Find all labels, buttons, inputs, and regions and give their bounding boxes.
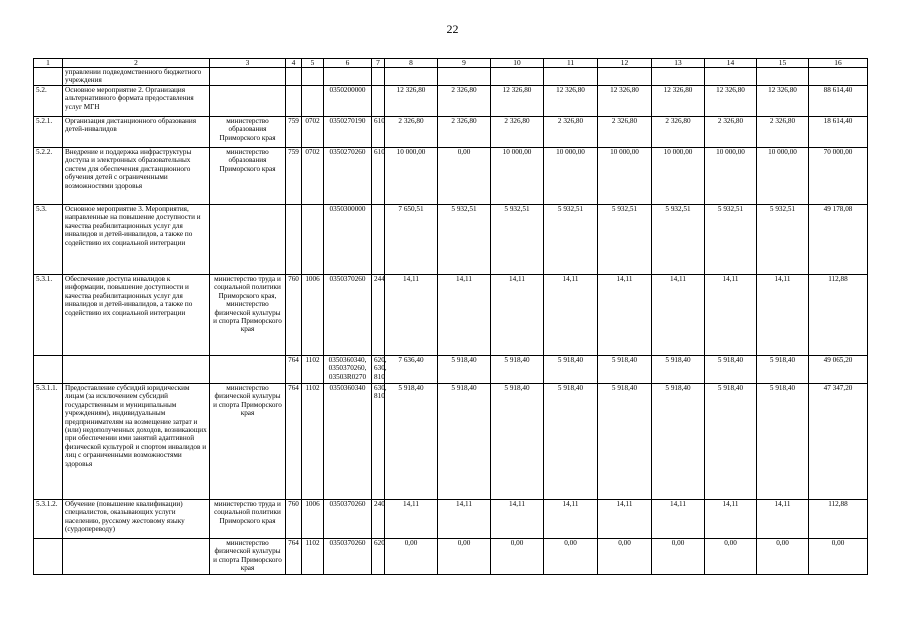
grbs-code: 760 [286, 500, 302, 539]
page-number: 22 [446, 22, 459, 36]
year-value: 10 000,00 [491, 148, 544, 205]
section-code: 0702 [302, 117, 324, 148]
year-value [438, 68, 491, 86]
year-value: 5 932,51 [491, 205, 544, 275]
total-value: 49 178,08 [809, 205, 868, 275]
responsible-executor: министерство труда и социальной политики Приморского края [210, 500, 286, 539]
year-value: 14,11 [598, 500, 652, 539]
year-value: 14,11 [705, 500, 757, 539]
year-value: 2 326,80 [652, 117, 705, 148]
column-header: 11 [544, 59, 598, 68]
row-name: Основное мероприятие 2. Организация альтернативного формата предоставления услуг МГН [63, 86, 210, 117]
year-value: 14,11 [385, 500, 438, 539]
expense-type-code: 244 [372, 275, 385, 356]
row-name: Организация дистанционного образования детей-инвалидов [63, 117, 210, 148]
target-article-code: 0350360340 [324, 384, 372, 500]
column-header: 13 [652, 59, 705, 68]
grbs-code: 759 [286, 148, 302, 205]
year-value: 10 000,00 [544, 148, 598, 205]
row-name: Обеспечение доступа инвалидов к информации, повышение доступности и качества реабилитационных услуг для инвалидов и детей-инвалидов, а также по содействию их социальной интеграции [63, 275, 210, 356]
year-value [491, 68, 544, 86]
column-header: 9 [438, 59, 491, 68]
grbs-code [286, 205, 302, 275]
target-article-code: 0350370260 [324, 500, 372, 539]
row-number: 5.3.1. [34, 275, 63, 356]
row-number: 5.3. [34, 205, 63, 275]
column-header: 5 [302, 59, 324, 68]
table-row [34, 275, 868, 356]
year-value: 0,00 [598, 539, 652, 575]
year-value: 14,11 [385, 275, 438, 356]
expense-type-code: 620 [372, 539, 385, 575]
year-value [598, 68, 652, 86]
year-value: 0,00 [438, 539, 491, 575]
row-name: Внедрение и поддержка инфраструктуры доступа и электронных образовательных систем для обеспечения дистанционного обучения детей с ограниченными возможностями здоровья [63, 148, 210, 205]
year-value: 0,00 [705, 539, 757, 575]
year-value: 5 918,40 [438, 356, 491, 384]
target-article-code: 0350300000 [324, 205, 372, 275]
row-number: 5.3.1.1. [34, 384, 63, 500]
year-value: 12 326,80 [705, 86, 757, 117]
year-value: 14,11 [491, 275, 544, 356]
table-row [34, 384, 868, 500]
year-value: 0,00 [385, 539, 438, 575]
table-row [34, 356, 868, 384]
column-header: 14 [705, 59, 757, 68]
section-code: 1006 [302, 275, 324, 356]
row-number: 5.3.1.2. [34, 500, 63, 539]
year-value: 12 326,80 [598, 86, 652, 117]
row-number: 5.2. [34, 86, 63, 117]
year-value: 5 918,40 [544, 356, 598, 384]
column-header: 15 [757, 59, 809, 68]
year-value [652, 68, 705, 86]
year-value: 14,11 [544, 275, 598, 356]
section-code: 1102 [302, 356, 324, 384]
year-value [385, 68, 438, 86]
table-row [34, 117, 868, 148]
expense-type-code: 610 [372, 117, 385, 148]
responsible-executor: министерство физической культуры и спорта Приморского края [210, 384, 286, 500]
year-value: 14,11 [491, 500, 544, 539]
target-article-code [324, 68, 372, 86]
row-number [34, 356, 63, 384]
year-value [544, 68, 598, 86]
column-header: 7 [372, 59, 385, 68]
table-header-row [34, 59, 868, 68]
year-value: 10 000,00 [652, 148, 705, 205]
section-code [302, 68, 324, 86]
section-code [302, 86, 324, 117]
budget-table [33, 58, 868, 575]
year-value: 5 932,51 [705, 205, 757, 275]
table-row [34, 539, 868, 575]
column-header: 3 [210, 59, 286, 68]
grbs-code [286, 68, 302, 86]
year-value: 14,11 [544, 500, 598, 539]
expense-type-code: 630, 810 [372, 384, 385, 500]
responsible-executor [210, 356, 286, 384]
expense-type-code: 620, 630, 810 [372, 356, 385, 384]
year-value: 2 326,80 [598, 117, 652, 148]
column-header: 4 [286, 59, 302, 68]
expense-type-code [372, 68, 385, 86]
grbs-code: 759 [286, 117, 302, 148]
target-article-code: 0350370260 [324, 539, 372, 575]
row-name [63, 356, 210, 384]
year-value: 2 326,80 [757, 117, 809, 148]
responsible-executor: министерство физической культуры и спорта Приморского края [210, 539, 286, 575]
year-value: 0,00 [652, 539, 705, 575]
year-value: 5 932,51 [438, 205, 491, 275]
year-value: 14,11 [705, 275, 757, 356]
year-value: 12 326,80 [385, 86, 438, 117]
table-row [34, 86, 868, 117]
year-value: 5 918,40 [652, 384, 705, 500]
year-value: 14,11 [438, 275, 491, 356]
year-value: 0,00 [438, 148, 491, 205]
year-value: 5 918,40 [598, 356, 652, 384]
year-value: 2 326,80 [438, 86, 491, 117]
row-name [63, 539, 210, 575]
year-value: 14,11 [652, 500, 705, 539]
year-value: 5 932,51 [757, 205, 809, 275]
year-value: 12 326,80 [652, 86, 705, 117]
grbs-code: 764 [286, 384, 302, 500]
table-row [34, 148, 868, 205]
expense-type-code [372, 86, 385, 117]
year-value: 10 000,00 [385, 148, 438, 205]
year-value: 10 000,00 [757, 148, 809, 205]
year-value: 12 326,80 [491, 86, 544, 117]
section-code: 0702 [302, 148, 324, 205]
expense-type-code [372, 205, 385, 275]
section-code [302, 205, 324, 275]
year-value: 5 918,40 [705, 384, 757, 500]
year-value: 0,00 [544, 539, 598, 575]
section-code: 1102 [302, 384, 324, 500]
target-article-code: 0350270190 [324, 117, 372, 148]
column-header: 6 [324, 59, 372, 68]
grbs-code [286, 86, 302, 117]
year-value: 5 932,51 [652, 205, 705, 275]
year-value: 5 918,40 [491, 356, 544, 384]
row-name: управлении подведомственного бюджетного учреждения [63, 68, 210, 86]
row-number [34, 68, 63, 86]
responsible-executor [210, 86, 286, 117]
total-value: 88 614,40 [809, 86, 868, 117]
section-code: 1006 [302, 500, 324, 539]
year-value [757, 68, 809, 86]
year-value: 5 918,40 [491, 384, 544, 500]
responsible-executor: министерство образования Приморского края [210, 148, 286, 205]
section-code: 1102 [302, 539, 324, 575]
year-value: 5 932,51 [598, 205, 652, 275]
expense-type-code: 240 [372, 500, 385, 539]
row-number: 5.2.1. [34, 117, 63, 148]
row-name: Обучение (повышение квалификации) специалистов, оказывающих услуги населению, русскому жестовому языку (сурдопереводу) [63, 500, 210, 539]
responsible-executor: министерство образования Приморского края [210, 117, 286, 148]
year-value: 5 918,40 [757, 356, 809, 384]
expense-type-code: 610 [372, 148, 385, 205]
year-value: 5 918,40 [544, 384, 598, 500]
total-value: 112,88 [809, 500, 868, 539]
year-value: 5 918,40 [652, 356, 705, 384]
year-value: 7 636,40 [385, 356, 438, 384]
grbs-code: 764 [286, 356, 302, 384]
grbs-code: 760 [286, 275, 302, 356]
year-value: 7 650,51 [385, 205, 438, 275]
year-value: 14,11 [757, 275, 809, 356]
column-header: 8 [385, 59, 438, 68]
column-header: 10 [491, 59, 544, 68]
table-row [34, 205, 868, 275]
year-value: 14,11 [438, 500, 491, 539]
year-value: 10 000,00 [598, 148, 652, 205]
year-value: 2 326,80 [491, 117, 544, 148]
year-value: 5 932,51 [544, 205, 598, 275]
year-value: 0,00 [757, 539, 809, 575]
row-name: Основное мероприятие 3. Мероприятия, направленные на повышение доступности и качества реабилитационных услуг для инвалидов и детей-инвалидов, а также по содействию их социальной интеграции [63, 205, 210, 275]
year-value: 14,11 [598, 275, 652, 356]
target-article-code: 0350370260 [324, 275, 372, 356]
row-number [34, 539, 63, 575]
column-header: 12 [598, 59, 652, 68]
year-value: 5 918,40 [598, 384, 652, 500]
total-value: 0,00 [809, 539, 868, 575]
row-name: Предоставление субсидий юридическим лицам (за исключением субсидий государственным и муниципальным учреждениям), индивидуальным предпринимателям на возмещение затрат и (или) недополученных доходов, возникающих при обеспечении ими занятий адаптивной физической культурой и спортом инвалидов и лиц с ограниченными возможностями здоровья [63, 384, 210, 500]
year-value: 0,00 [491, 539, 544, 575]
responsible-executor [210, 205, 286, 275]
responsible-executor: министерство труда и социальной политики Приморского края, министерство физической культуры и спорта Приморского края [210, 275, 286, 356]
year-value: 14,11 [652, 275, 705, 356]
year-value: 5 918,40 [438, 384, 491, 500]
total-value [809, 68, 868, 86]
year-value [705, 68, 757, 86]
year-value: 5 918,40 [705, 356, 757, 384]
total-value: 49 065,20 [809, 356, 868, 384]
table-row [34, 500, 868, 539]
row-number: 5.2.2. [34, 148, 63, 205]
year-value: 2 326,80 [705, 117, 757, 148]
total-value: 112,88 [809, 275, 868, 356]
column-header: 2 [63, 59, 210, 68]
total-value: 70 000,00 [809, 148, 868, 205]
year-value: 5 918,40 [385, 384, 438, 500]
table-row [34, 68, 868, 86]
year-value: 2 326,80 [438, 117, 491, 148]
target-article-code: 0350360340, 0350370260, 03503R0270 [324, 356, 372, 384]
target-article-code: 0350270260 [324, 148, 372, 205]
year-value: 2 326,80 [544, 117, 598, 148]
total-value: 18 614,40 [809, 117, 868, 148]
year-value: 2 326,80 [385, 117, 438, 148]
year-value: 5 918,40 [757, 384, 809, 500]
year-value: 14,11 [757, 500, 809, 539]
year-value: 10 000,00 [705, 148, 757, 205]
grbs-code: 764 [286, 539, 302, 575]
total-value: 47 347,20 [809, 384, 868, 500]
year-value: 12 326,80 [544, 86, 598, 117]
year-value: 12 326,80 [757, 86, 809, 117]
responsible-executor [210, 68, 286, 86]
column-header: 1 [34, 59, 63, 68]
column-header: 16 [809, 59, 868, 68]
target-article-code: 0350200000 [324, 86, 372, 117]
